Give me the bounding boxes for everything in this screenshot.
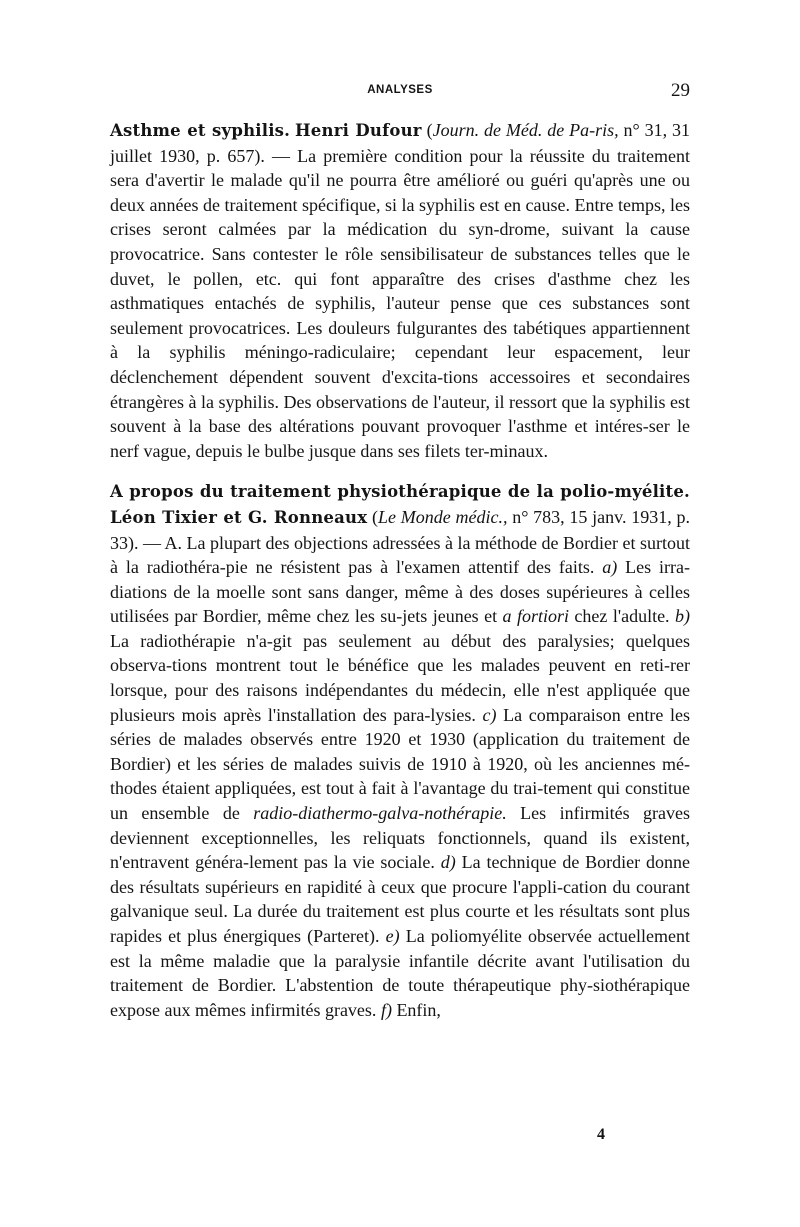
page-body xyxy=(110,118,690,1034)
article-body-part: La comparaison entre les séries de malades observés entre 1920 et 1930 (application du traitement de Bordier) et les séries de malades suivis de 1910 à 1920, où les anciennes mé-thodes étaient appliquées, est tout à fait à l'avantage du trai-tement qui constitue un ensemble de xyxy=(110,704,690,824)
enum-label-a: a) xyxy=(602,557,618,578)
citation-open: ( xyxy=(372,506,378,527)
enum-label-f: f) xyxy=(380,999,392,1020)
method-name: radio-diathermo-galva-nothérapie. xyxy=(253,803,507,824)
enum-label-d: d) xyxy=(440,852,456,873)
article-asthme-syphilis xyxy=(110,118,690,463)
article-title: Asthme et syphilis. xyxy=(110,121,291,140)
enum-label-e: e) xyxy=(385,926,400,946)
citation-open: ( xyxy=(426,120,433,140)
article-author: Henri Dufour xyxy=(295,121,422,140)
journal-name: Le Monde médic., xyxy=(378,506,508,527)
page-number: 29 xyxy=(671,80,690,101)
running-head xyxy=(110,80,690,102)
latin-phrase: a fortiori xyxy=(502,606,569,627)
article-body-part: — A. La plupart des objections adressées à la méthode de Bordier et surtout à la radiothéra-pie ne résistent pas à l'examen attentif des faits. xyxy=(110,532,690,578)
enum-label-c: c) xyxy=(482,704,497,725)
article-body-part: chez l'adulte. xyxy=(569,606,675,627)
article-title: A propos du traitement physiothérapique de la polio-myélite. xyxy=(110,482,690,502)
article-poliomyelite xyxy=(110,479,690,1022)
article-authors: Léon Tixier et G. Ronneaux xyxy=(110,507,368,527)
citation-details: n° 31, 31 juillet 1930, p. 657). xyxy=(110,120,691,166)
article-body: — La première condition pour la réussite du traitement sera d'avertir le malade qu'il ne pourra être amélioré ou guéri qu'après une ou deux années de traitement spécifique, si la syphilis est en cause. Entre temps, les crises seront calmées par la médication du syn-drome, suivant la cause provocatrice. Sans contester le rôle sensibilisateur de substances telles que le duvet, le pollen, etc. qui font apparaître des crises d'asthme chez les asthmatiques entachés de syphilis, l'auteur pense que ces substances sont seulement provocatrices. Les douleurs fulgurantes des tabétiques appartiennent à la syphilis méningo-radiculaire; cependant leur espacement, leur déclenchement dépendent souvent d'excita-tions accessoires et secondaires étrangères à la syphilis. Des observations de l'auteur, il ressort que la syphilis est souvent à la base des altérations pouvant provoquer l'asthme et intéres-ser le nerf vague, depuis le bulbe jusque dans ses filets ter-minaux. xyxy=(110,145,690,461)
article-body-part: Enfin, xyxy=(391,999,441,1020)
article-body-part: La technique de Bordier donne des résultats supérieurs en rapidité à ceux que procure l'appli-cation du courant galvanique seul. La durée du traitement est plus courte et les résultats sont plus rapides et plus énergiques (Parteret). xyxy=(110,852,691,946)
article-body-part: La poliomyélite observée actuellement est la même maladie que la paralysie infantile décrite avant l'utilisation du traitement de Bordier. L'abstention de toute thérapeutique phy-siothérapique expose aux mêmes infirmités graves. xyxy=(110,926,690,1020)
article-body-part: La radiothérapie n'a-git pas seulement au début des paralysies; quelques observa-tions montrent tout le bénéfice que les malades peuvent en reti-rer lorsque, pour des raisons indépendantes du médecin, elle n'est appliquée que plusieurs mois après l'installation des para-lysies. xyxy=(110,630,690,725)
article-body-part: Les infirmités graves deviennent exceptionnelles, les reliquats fonctionnels, quand ils existent, n'entravent généra-lement pas la vie sociale. xyxy=(110,803,690,873)
citation-details: n° 783, 15 janv. 1931, p. 33). xyxy=(110,506,690,553)
article-body-part: Les irra-diations de la moelle sont sans danger, même à des doses supérieures à celles utilisées par Bordier, même chez les su-jets jeunes et xyxy=(110,557,690,627)
running-head-title: ANALYSES xyxy=(367,84,433,96)
signature-mark: 4 xyxy=(597,1126,605,1143)
enum-label-b: b) xyxy=(675,606,690,627)
journal-name: Journ. de Méd. de Pa-ris, xyxy=(432,120,619,140)
